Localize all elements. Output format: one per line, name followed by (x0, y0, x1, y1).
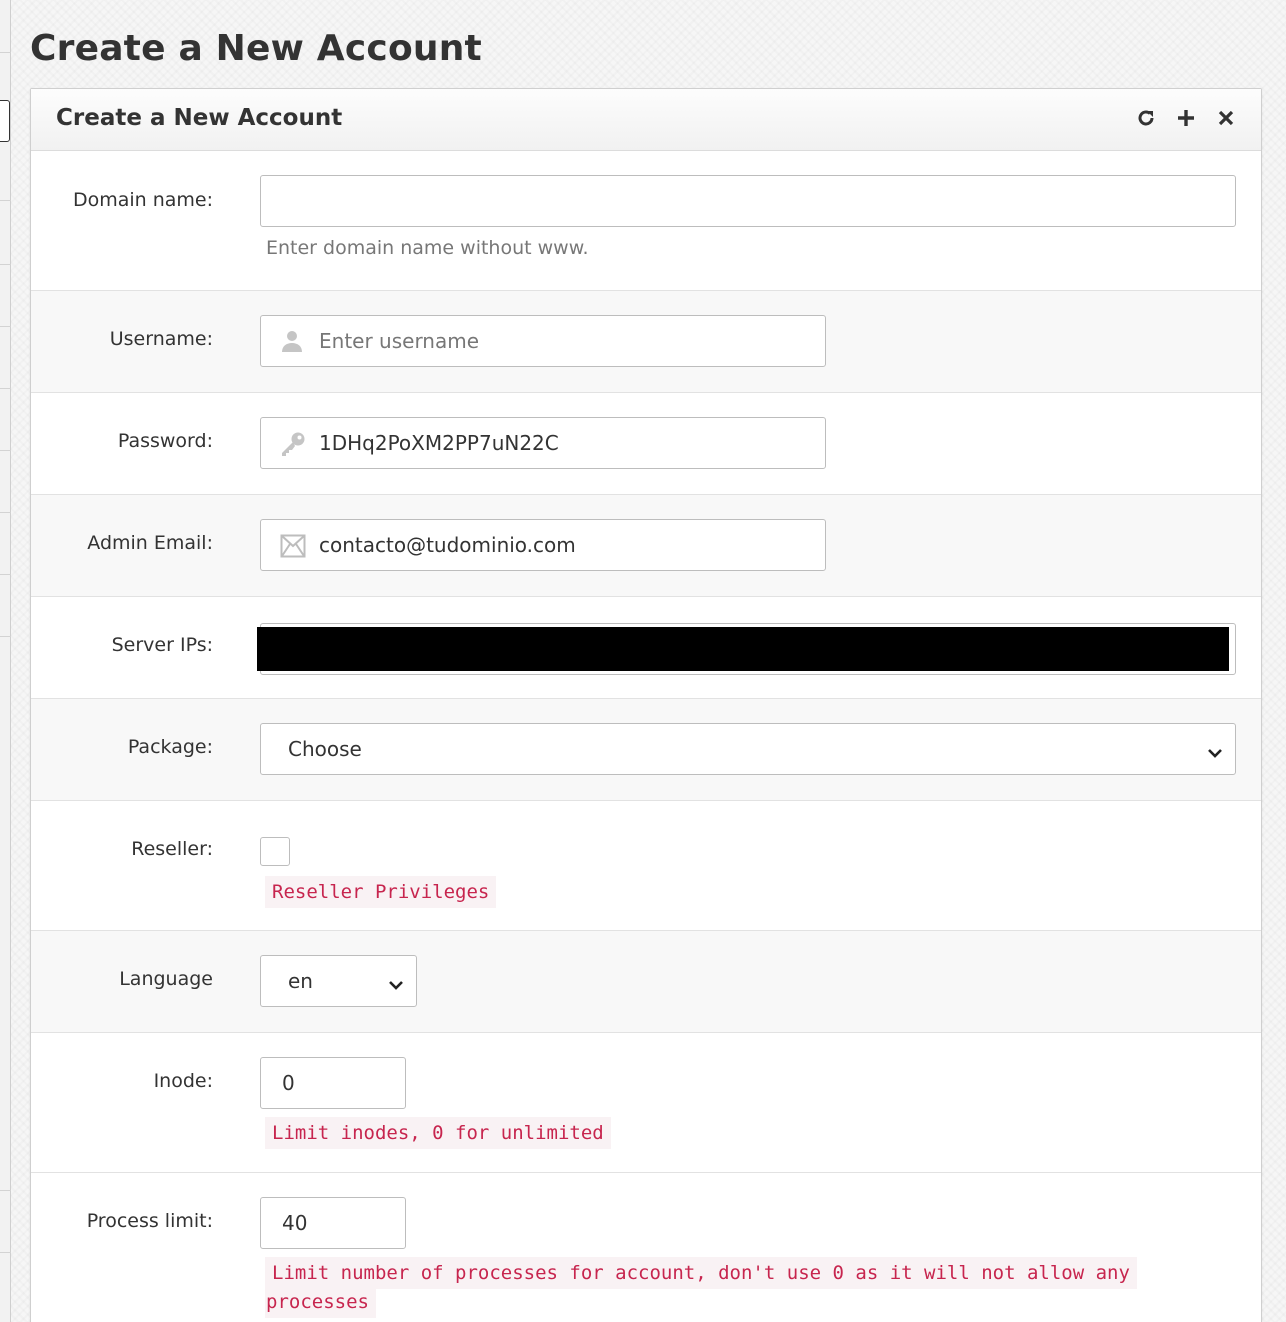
rail-divider (0, 200, 11, 201)
language-label: Language (119, 968, 213, 990)
rail-divider (0, 450, 11, 451)
domain-help: Enter domain name without www. (266, 237, 589, 259)
page-title: Create a New Account (30, 28, 482, 69)
inode-input[interactable] (260, 1057, 406, 1109)
inode-help: Limit inodes, 0 for unlimited (265, 1117, 611, 1149)
rail-divider (0, 1190, 11, 1191)
inode-label: Inode: (153, 1070, 213, 1092)
email-input[interactable] (260, 519, 826, 571)
chevron-down-icon (1207, 742, 1223, 758)
refresh-icon[interactable] (1135, 106, 1157, 130)
plus-icon[interactable] (1175, 106, 1197, 130)
rail-divider (0, 52, 11, 53)
process-limit-value: 40 (282, 1211, 308, 1235)
domain-label: Domain name: (72, 189, 213, 211)
reseller-label: Reseller: (131, 838, 213, 860)
domain-input[interactable] (260, 175, 1236, 227)
username-label: Username: (109, 328, 213, 350)
reseller-help: Reseller Privileges (265, 876, 496, 908)
close-icon[interactable] (1215, 106, 1237, 130)
process-limit-row (31, 1173, 1261, 1322)
process-limit-input[interactable] (260, 1197, 406, 1249)
server-ips-row (31, 597, 1261, 699)
rail-divider (0, 1252, 11, 1253)
domain-row (31, 151, 1261, 291)
language-selected: en (288, 969, 313, 993)
envelope-icon (279, 532, 307, 560)
inode-value: 0 (282, 1071, 295, 1095)
server-ips-label: Server IPs: (111, 634, 213, 656)
rail-divider (0, 636, 11, 637)
rail-divider (0, 574, 11, 575)
panel-tools (1135, 106, 1237, 130)
email-value: contacto@tudominio.com (319, 533, 576, 557)
package-select[interactable] (260, 723, 1236, 775)
process-limit-help: Limit number of processes for account, don't use 0 as it will not allow any (265, 1257, 1137, 1289)
create-account-panel (30, 88, 1262, 1322)
password-row (31, 393, 1261, 495)
redacted-block (257, 627, 1229, 671)
language-row (31, 931, 1261, 1033)
inode-row (31, 1033, 1261, 1173)
process-limit-help-continued: processes (265, 1286, 376, 1318)
key-icon (279, 430, 307, 458)
process-limit-label: Process limit: (86, 1210, 213, 1232)
left-rail (0, 0, 11, 1322)
password-value: 1DHq2PoXM2PP7uN22C (319, 431, 559, 455)
package-selected: Choose (288, 737, 362, 761)
username-row (31, 291, 1261, 393)
password-label: Password: (117, 430, 213, 452)
email-label: Admin Email: (87, 532, 213, 554)
language-select[interactable] (260, 955, 417, 1007)
username-placeholder: Enter username (319, 329, 480, 353)
rail-divider (0, 512, 11, 513)
reseller-row (31, 801, 1261, 931)
rail-divider (0, 326, 11, 327)
email-row (31, 495, 1261, 597)
username-input[interactable] (260, 315, 826, 367)
rail-divider (0, 388, 11, 389)
user-icon (279, 328, 307, 356)
chevron-down-icon (388, 974, 404, 990)
rail-handle[interactable] (0, 100, 10, 142)
password-input[interactable] (260, 417, 826, 469)
panel-header (31, 89, 1261, 151)
package-row (31, 699, 1261, 801)
reseller-checkbox[interactable] (260, 837, 290, 866)
rail-divider (0, 264, 11, 265)
package-label: Package: (127, 736, 213, 758)
panel-title: Create a New Account (56, 105, 343, 131)
